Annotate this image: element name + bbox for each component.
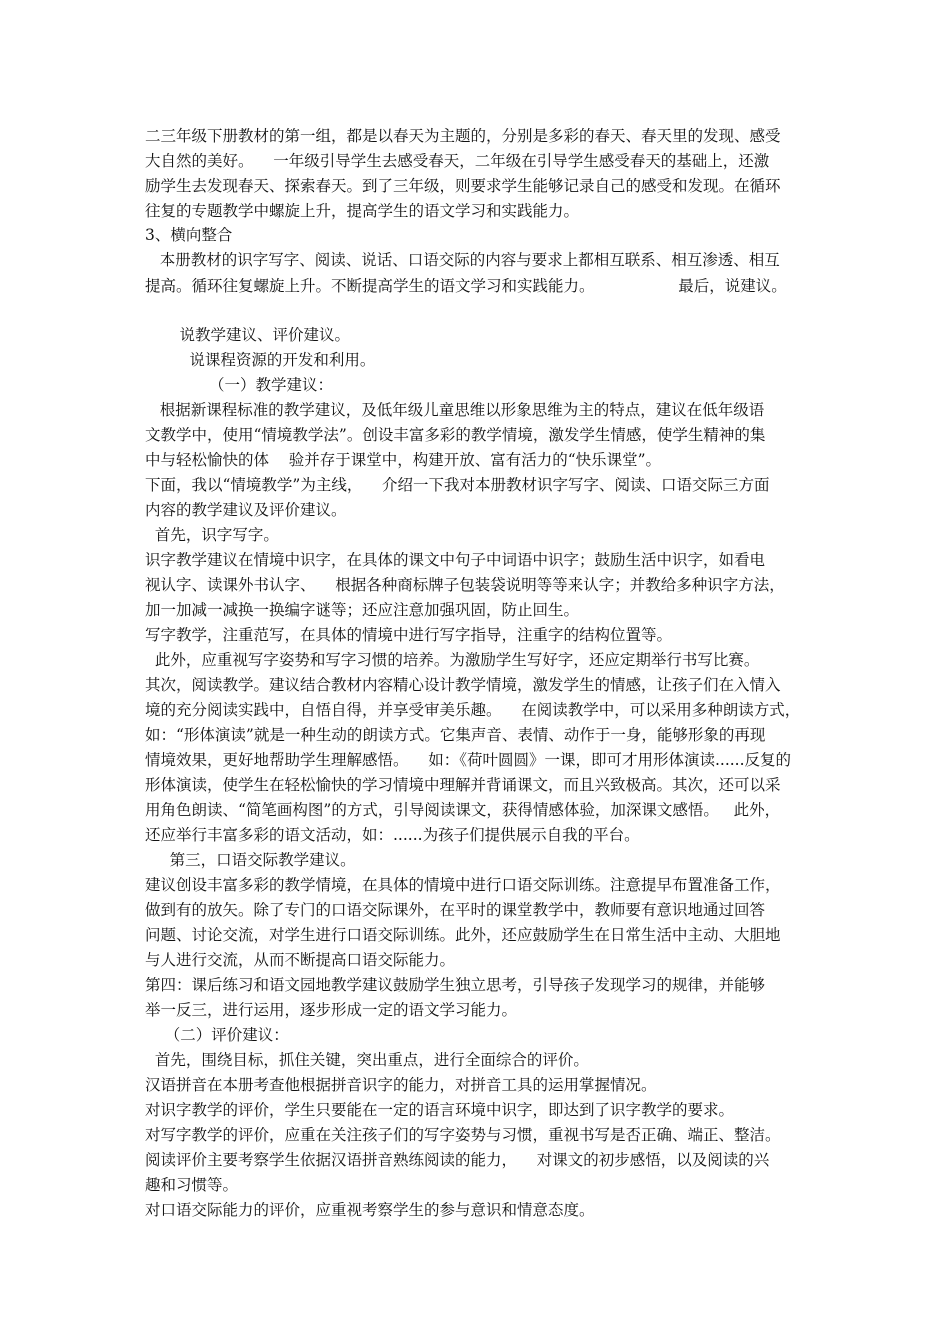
text-line: 与人进行交流，从而不断提高口语交际能力。 <box>145 951 456 969</box>
text-line: 首先，识字写字。 <box>145 526 279 544</box>
text-line: 如：“形体演读”就是一种生动的朗读方式。它集声音、表情、动作于一身，能够形象的再现 <box>145 726 766 744</box>
subsection-heading: （一）教学建议： <box>145 376 334 394</box>
text-line: 识字教学建议在情境中识字，在具体的课文中句子中词语中识字；鼓励生活中识字，如看电 <box>145 551 766 569</box>
text-line: 励学生去发现春天、探索春天。到了三年级，则要求学生能够记录自己的感受和发现。在循环 <box>145 177 781 195</box>
text-line: 做到有的放矢。除了专门的口语交际课外，在平时的课堂教学中，教师要有意识地通过回答 <box>145 901 766 919</box>
text-line: 形体演读，使学生在轻松愉快的学习情境中理解并背诵课文，而且兴致极高。其次，还可以采 <box>145 776 781 794</box>
text-line: 对识字教学的评价，学生只要能在一定的语言环境中识字，即达到了识字教学的要求。 <box>145 1101 735 1119</box>
section-heading: 3、横向整合 <box>145 226 233 244</box>
text-line: 提高。循环往复螺旋上升。不断提高学生的语文学习和实践能力。 最后，说建议。 <box>145 277 787 295</box>
text-line: 根据新课程标准的教学建议，及低年级儿童思维以形象思维为主的特点，建议在低年级语 <box>145 401 765 419</box>
text-line: 对口语交际能力的评价，应重视考察学生的参与意识和情意态度。 <box>145 1201 595 1219</box>
subsection-heading: （二）评价建议： <box>145 1026 289 1044</box>
text-line: 首先，围绕目标，抓住关键，突出重点，进行全面综合的评价。 <box>145 1051 589 1069</box>
text-line: 其次，阅读教学。建议结合教材内容精心设计教学情境，激发学生的情感，让孩子们在入情入 <box>145 676 781 694</box>
text-line: 境的充分阅读实践中，自悟自得，并享受审美乐趣。 在阅读教学中，可以采用多种朗读方式， <box>145 701 801 719</box>
text-line: 本册教材的识字写字、阅读、说话、口语交际的内容与要求上都相互联系、相互渗透、相互 <box>145 251 780 269</box>
text-line: 大自然的美好。 一年级引导学生去感受春天，二年级在引导学生感受春天的基础上，还激 <box>145 152 770 170</box>
text-line: 加一加减一减换一换编字谜等；还应注意加强巩固，防止回生。 <box>145 601 580 619</box>
text-line: 第四：课后练习和语文园地教学建议鼓励学生独立思考，引导孩子发现学习的规律，并能够 <box>145 976 766 994</box>
text-line: 阅读评价主要考察学生依据汉语拼音熟练阅读的能力， 对课文的初步感悟，以及阅读的兴 <box>145 1151 770 1169</box>
text-line: 对写字教学的评价，应重在关注孩子们的写字姿势与习惯，重视书写是否正确、端正、整洁。 <box>145 1126 781 1144</box>
text-line: 写字教学，注重范写，在具体的情境中进行写字指导，注重字的结构位置等。 <box>145 626 673 644</box>
text-line: 第三，口语交际教学建议。 <box>145 851 356 869</box>
text-line: 文教学中，使用“情境教学法”。创设丰富多彩的教学情境，激发学生情感，使学生精神的集 <box>145 426 766 444</box>
text-line: 用角色朗读、“简笔画构图”的方式，引导阅读课文，获得情感体验，加深课文感悟。 此外， <box>145 801 781 819</box>
text-line: 问题、讨论交流，对学生进行口语交际训练。此外，还应鼓励学生在日常生活中主动、大胆地 <box>145 926 781 944</box>
text-line: 还应举行丰富多彩的语文活动，如：......为孩子们提供展示自我的平台。 <box>145 826 640 844</box>
text-line: 趣和习惯等。 <box>145 1176 239 1194</box>
text-line: 举一反三，进行运用，逐步形成一定的语文学习能力。 <box>145 1001 518 1019</box>
text-line: 情境效果，更好地帮助学生理解感悟。 如：《荷叶圆圆》一课，即可才用形体演读......反复的 <box>145 751 792 769</box>
text-line: 汉语拼音在本册考查他根据拼音识字的能力，对拼音工具的运用掌握情况。 <box>145 1076 657 1094</box>
text-line: 往复的专题教学中螺旋上升，提高学生的语文学习和实践能力。 <box>145 202 580 220</box>
text-line: 说教学建议、评价建议。 <box>145 326 350 344</box>
text-line: 内容的教学建议及评价建议。 <box>145 501 347 519</box>
text-line: 中与轻松愉快的体 验并存于课堂中，构建开放、富有活力的“快乐课堂”。 <box>145 451 662 469</box>
text-line: 二三年级下册教材的第一组，都是以春天为主题的，分别是多彩的春天、春天里的发现、感受 <box>145 127 781 145</box>
text-line: 此外，应重视写字姿势和写字习惯的培养。为激励学生写好字，还应定期举行书写比赛。 <box>145 651 760 669</box>
text-line: 建议创设丰富多彩的教学情境，在具体的情境中进行口语交际训练。注意提早布置准备工作， <box>145 876 781 894</box>
text-line: 视认字、读课外书认字、 根据各种商标牌子包装袋说明等等来认字；并教给多种识字方法， <box>145 576 785 594</box>
text-line: 说课程资源的开发和利用。 <box>145 351 376 369</box>
text-line: 下面，我以“情境教学”为主线， 介绍一下我对本册教材识字写字、阅读、口语交际三方面 <box>145 476 770 494</box>
